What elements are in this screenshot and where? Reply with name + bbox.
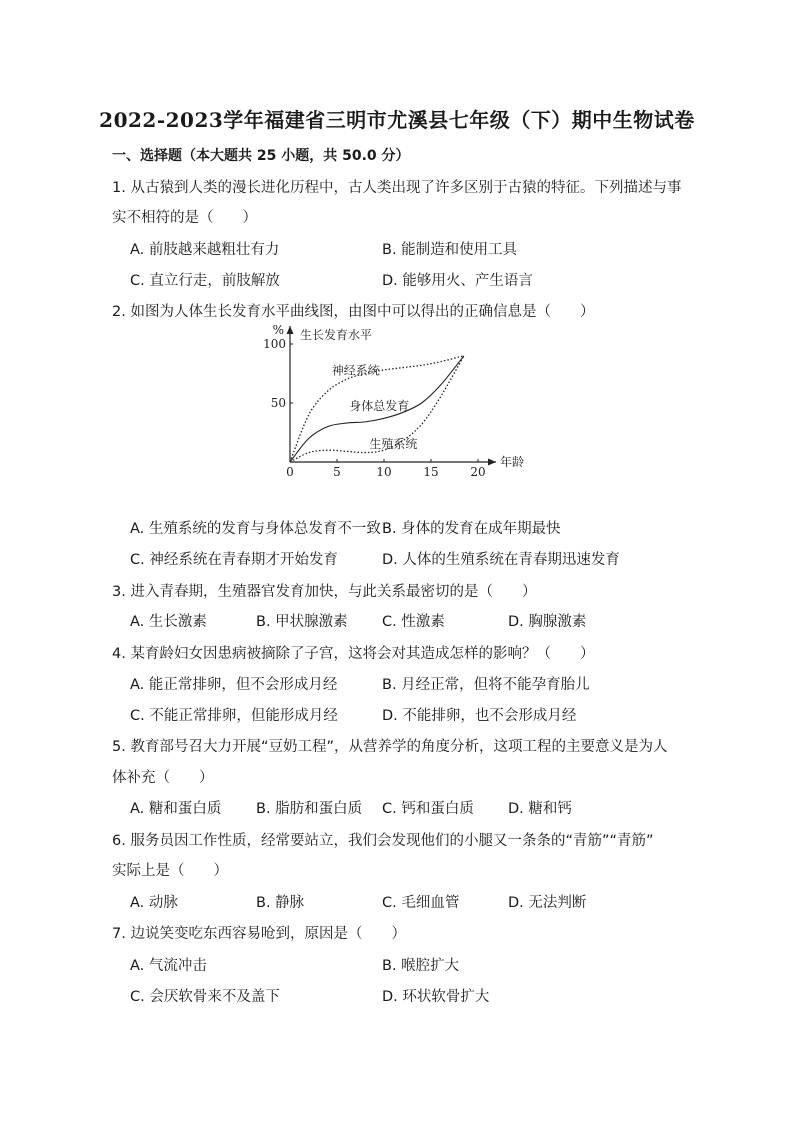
question-7-option-c[interactable]: C. 会厌软骨来不及盖下 [130, 989, 280, 1005]
question-7-option-b[interactable]: B. 喉腔扩大 [382, 958, 460, 974]
y-axis-arrow [287, 326, 294, 334]
question-6-option-a[interactable]: A. 动脉 [130, 895, 178, 911]
question-7-option-d[interactable]: D. 环状软骨扩大 [382, 989, 490, 1005]
question-5-stem-line-2: 体补充（ ） [112, 770, 214, 786]
x-tick-label: 20 [470, 465, 486, 479]
question-4-option-c[interactable]: C. 不能正常排卵，但能形成月经 [130, 708, 338, 724]
question-2-option-d[interactable]: D. 人体的生殖系统在青春期迅速发育 [382, 552, 620, 568]
question-1-option-d[interactable]: D. 能够用火、产生语言 [382, 273, 533, 289]
question-7-option-a[interactable]: A. 气流冲击 [130, 958, 207, 974]
y-tick-label: 50 [270, 396, 286, 410]
question-4-option-a[interactable]: A. 能正常排卵，但不会形成月经 [130, 677, 338, 693]
question-3-option-b[interactable]: B. 甲状腺激素 [256, 614, 348, 630]
series-label-3: 生殖系统 [369, 436, 418, 451]
question-6-option-b[interactable]: B. 静脉 [256, 895, 305, 911]
question-2-option-b[interactable]: B. 身体的发育在成年期最快 [382, 521, 561, 537]
x-axis-arrow [488, 459, 496, 466]
question-3-option-c[interactable]: C. 性激素 [382, 614, 445, 630]
growth-chart [256, 322, 536, 482]
question-2-option-c[interactable]: C. 神经系统在青春期才开始发育 [130, 552, 338, 568]
x-tick-label: 10 [376, 465, 392, 479]
y-axis-unit: % [272, 323, 284, 337]
question-2-option-a[interactable]: A. 生殖系统的发育与身体总发育不一致 [130, 521, 381, 537]
y-tick-label: 100 [263, 337, 286, 351]
question-4-stem: 4. 某育龄妇女因患病被摘除了子宫，这将会对其造成怎样的影响？（ ） [112, 646, 595, 662]
series-label-1: 神经系统 [331, 363, 380, 378]
question-1-option-b[interactable]: B. 能制造和使用工具 [382, 242, 518, 258]
question-3-stem: 3. 进入青春期，生殖器官发育加快，与此关系最密切的是（ ） [112, 584, 537, 600]
question-1-stem-line-1: 1. 从古猿到人类的漫长进化历程中，古人类出现了许多区别于古猿的特征。下列描述与事 [112, 180, 682, 196]
question-6-option-d[interactable]: D. 无法判断 [508, 895, 587, 911]
question-5-option-b[interactable]: B. 脂肪和蛋白质 [256, 801, 363, 817]
series-label-2: 身体总发育 [349, 399, 410, 414]
question-7-stem: 7. 边说笑变吃东西容易呛到，原因是（ ） [112, 926, 406, 942]
page-title: 2022-2023学年福建省三明市尤溪县七年级（下）期中生物试卷 [99, 108, 695, 132]
chart-title: 生长发育水平 [300, 328, 373, 342]
x-tick-label: 0 [286, 465, 294, 479]
question-5-option-d[interactable]: D. 糖和钙 [508, 801, 572, 817]
section-heading: 一、选择题（本大题共 25 小题，共 50.0 分） [112, 148, 410, 164]
question-6-stem-line-2: 实际上是（ ） [112, 863, 228, 879]
question-6-stem-line-1: 6. 服务员因工作性质，经常要站立，我们会发现他们的小腿又一条条的“青筋”“青筋” [112, 833, 654, 849]
question-5-option-c[interactable]: C. 钙和蛋白质 [382, 801, 474, 817]
question-3-option-a[interactable]: A. 生长激素 [130, 614, 207, 630]
x-tick-label: 5 [333, 465, 341, 479]
question-1-stem-line-2: 实不相符的是（ ） [112, 210, 257, 226]
x-tick-label: 15 [423, 465, 439, 479]
question-4-option-b[interactable]: B. 月经正常，但将不能孕育胎儿 [382, 677, 590, 693]
question-5-option-a[interactable]: A. 糖和蛋白质 [130, 801, 222, 817]
question-5-stem-line-1: 5. 教育部号召大力开展“豆奶工程”，从营养学的角度分析，这项工程的主要意义是为人 [112, 739, 668, 755]
question-2-stem: 2. 如图为人体生长发育水平曲线图，由图中可以得出的正确信息是（ ） [112, 304, 595, 320]
question-1-option-c[interactable]: C. 直立行走，前肢解放 [130, 273, 280, 289]
question-1-option-a[interactable]: A. 前肢越来越粗壮有力 [130, 242, 280, 258]
question-4-option-d[interactable]: D. 不能排卵，也不会形成月经 [382, 708, 577, 724]
question-6-option-c[interactable]: C. 毛细血管 [382, 895, 460, 911]
question-3-option-d[interactable]: D. 胸腺激素 [508, 614, 587, 630]
x-axis-label: 年龄 [500, 455, 525, 469]
